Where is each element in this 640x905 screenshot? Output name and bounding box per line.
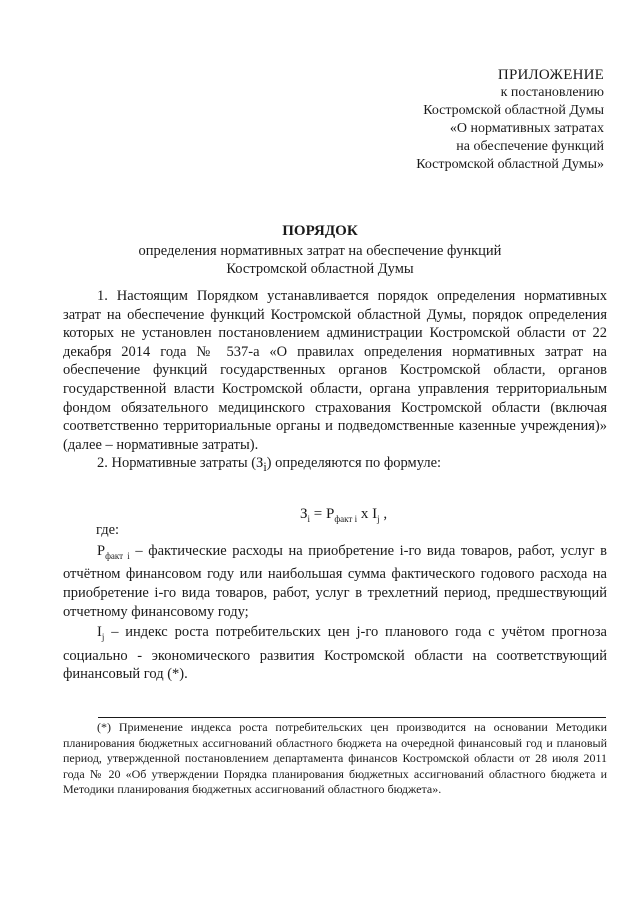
appendix-line: Костромской областной Думы» <box>416 157 604 172</box>
paragraph-2 <box>63 454 607 476</box>
footnote-divider <box>98 717 606 718</box>
appendix-line: к постановлению <box>500 85 604 100</box>
definition-subscript: j <box>101 632 105 643</box>
title-block <box>40 222 600 278</box>
appendix-line: на обеспечение функций <box>456 139 604 154</box>
definition-text: – индекс роста потребительских цен j-го планового года с учётом прогноза социально - экономического развития Костромской области на соответствующий финансовый год (*). <box>63 624 607 683</box>
paragraph-2-text: ) определяются по формуле: <box>266 455 442 472</box>
body-text <box>63 287 607 477</box>
definition-symbol: I <box>97 624 102 641</box>
definition-subscript: факт i <box>105 550 130 561</box>
definitions <box>63 542 607 686</box>
formula-symbol: , <box>379 506 388 522</box>
appendix-block <box>304 66 604 174</box>
document-subtitle: определения нормативных затрат на обеспечение функций <box>138 243 502 259</box>
formula <box>300 506 387 524</box>
appendix-heading: ПРИЛОЖЕНИЕ <box>497 67 604 83</box>
formula-subscript: факт i <box>334 514 358 524</box>
definition-symbol: Р <box>97 543 106 559</box>
formula-subscript: i <box>307 514 311 524</box>
document-subtitle: Костромской областной Думы <box>226 261 414 277</box>
formula-subscript: j <box>377 514 380 524</box>
appendix-line: «О нормативных затратах <box>449 121 604 136</box>
definition-text: – фактические расходы на приобретение i-го вида товаров, работ, услуг в отчётном финансовом году или наибольшая сумма фактического годового расхода на приобретение i-го вида товаров, работ, услуг в трехлетний период, предшествующий отчетному финансовому году; <box>63 543 607 620</box>
where-label: где: <box>96 522 120 538</box>
footnote-text: (*) Применение индекса роста потребительских цен производится на основании Методики планирования бюджетных ассигнований областного бюджета на очередной финансовый год и плановый период, утвержденной постановлением департамента финансов Костромской области от 28 июля 2011 года № 20 «Об утверждении Порядка планирования бюджетных ассигнований областного бюджета и Методики планирования бюджетных ассигнований областного бюджета». <box>63 720 607 796</box>
paragraph-2-text: 2. Нормативные затраты (З <box>97 455 264 472</box>
formula-symbol: = Р <box>310 506 335 522</box>
formula-symbol: х I <box>357 506 378 522</box>
definition-2 <box>63 623 607 684</box>
definition-1 <box>63 542 607 621</box>
paragraph-2-subscript: i <box>263 460 267 475</box>
paragraph-1: 1. Настоящим Порядком устанавливается порядок определения нормативных затрат на обеспечение функций Костромской областной Думы, порядок определения которых не установлен постановлением администрации Костромской области от 22 декабря 2014 года № 537-а «О правилах определения нормативных затрат на обеспечение функций государственных органов Костромской области, органов государственной власти Костромской области, органа управления территориальным фондом обязательного медицинского страхования Костромской области (включая соответственно территориальные органы и подведомственные казенные учреждения)» (далее – нормативные затраты). <box>63 288 607 453</box>
formula-symbol: З <box>300 506 308 522</box>
appendix-line: Костромской областной Думы <box>423 103 604 118</box>
footnote <box>63 720 607 798</box>
document-title: ПОРЯДОК <box>282 223 358 239</box>
